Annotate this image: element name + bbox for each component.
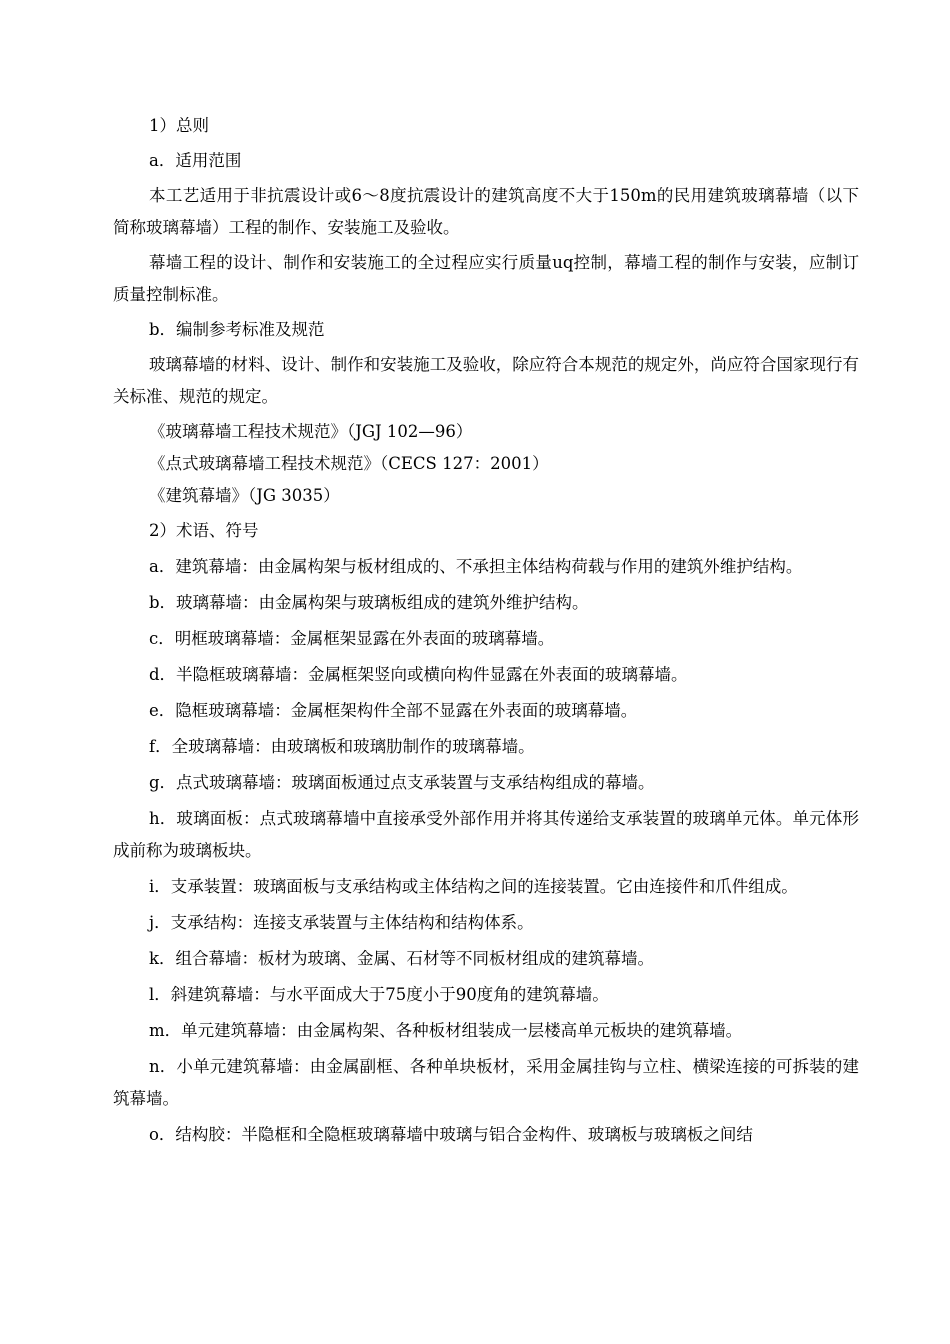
term-item: a．建筑幕墙：由金属构架与板材组成的、不承担主体结构荷载与作用的建筑外维护结构。 <box>149 557 803 576</box>
term-item: h．玻璃面板：点式玻璃幕墙中直接承受外部作用并将其传递给支承装置的玻璃单元体。单元体形成前称为玻璃板块。 <box>113 809 859 860</box>
term-item: f．全玻璃幕墙：由玻璃板和玻璃肋制作的玻璃幕墙。 <box>149 737 535 756</box>
term-item: e．隐框玻璃幕墙：金属框架构件全部不显露在外表面的玻璃幕墙。 <box>149 701 638 720</box>
standard-item: 《玻璃幕墙工程技术规范》（JGJ 102—96） <box>149 422 473 441</box>
paragraph-quality-control: 幕墙工程的设计、制作和安装施工的全过程应实行质量uq控制，幕墙工程的制作与安装，应制订质量控制标准。 <box>113 253 859 304</box>
term-item: c．明框玻璃幕墙：金属框架显露在外表面的玻璃幕墙。 <box>149 629 555 648</box>
standard-item: 《建筑幕墙》（JG 3035） <box>149 486 340 505</box>
term-item: l．斜建筑幕墙：与水平面成大于75度小于90度角的建筑幕墙。 <box>149 985 609 1004</box>
paragraph-scope: 本工艺适用于非抗震设计或6～8度抗震设计的建筑高度不大于150m的民用建筑玻璃幕墙（以下简称玻璃幕墙）工程的制作、安装施工及验收。 <box>113 186 859 237</box>
term-item: m．单元建筑幕墙：由金属构架、各种板材组装成一层楼高单元板块的建筑幕墙。 <box>149 1021 743 1040</box>
term-item: b．玻璃幕墙：由金属构架与玻璃板组成的建筑外维护结构。 <box>149 593 589 612</box>
section-heading-general: 1）总则 <box>149 116 209 135</box>
term-item: o．结构胶：半隐框和全隐框玻璃幕墙中玻璃与铝合金构件、玻璃板与玻璃板之间结 <box>149 1125 753 1144</box>
term-item: j．支承结构：连接支承装置与主体结构和结构体系。 <box>149 913 534 932</box>
term-item: g．点式玻璃幕墙：玻璃面板通过点支承装置与支承结构组成的幕墙。 <box>149 773 655 792</box>
term-item: i．支承装置：玻璃面板与支承结构或主体结构之间的连接装置。它由连接件和爪件组成。 <box>149 877 798 896</box>
paragraph-standards: 玻璃幕墙的材料、设计、制作和安装施工及验收，除应符合本规范的规定外，尚应符合国家现行有关标准、规范的规定。 <box>113 355 859 406</box>
subheading-standards: b．编制参考标准及规范 <box>149 320 325 339</box>
term-item: n．小单元建筑幕墙：由金属副框、各种单块板材，采用金属挂钩与立柱、横梁连接的可拆装的建筑幕墙。 <box>113 1057 859 1108</box>
term-item: d．半隐框玻璃幕墙：金属框架竖向或横向构件显露在外表面的玻璃幕墙。 <box>149 665 688 684</box>
document-page <box>113 110 859 1151</box>
standard-item: 《点式玻璃幕墙工程技术规范》（CECS 127：2001） <box>149 454 549 473</box>
subheading-scope: a．适用范围 <box>149 151 242 170</box>
section-heading-terms: 2）术语、符号 <box>149 521 259 540</box>
term-item: k．组合幕墙：板材为玻璃、金属、石材等不同板材组成的建筑幕墙。 <box>149 949 654 968</box>
